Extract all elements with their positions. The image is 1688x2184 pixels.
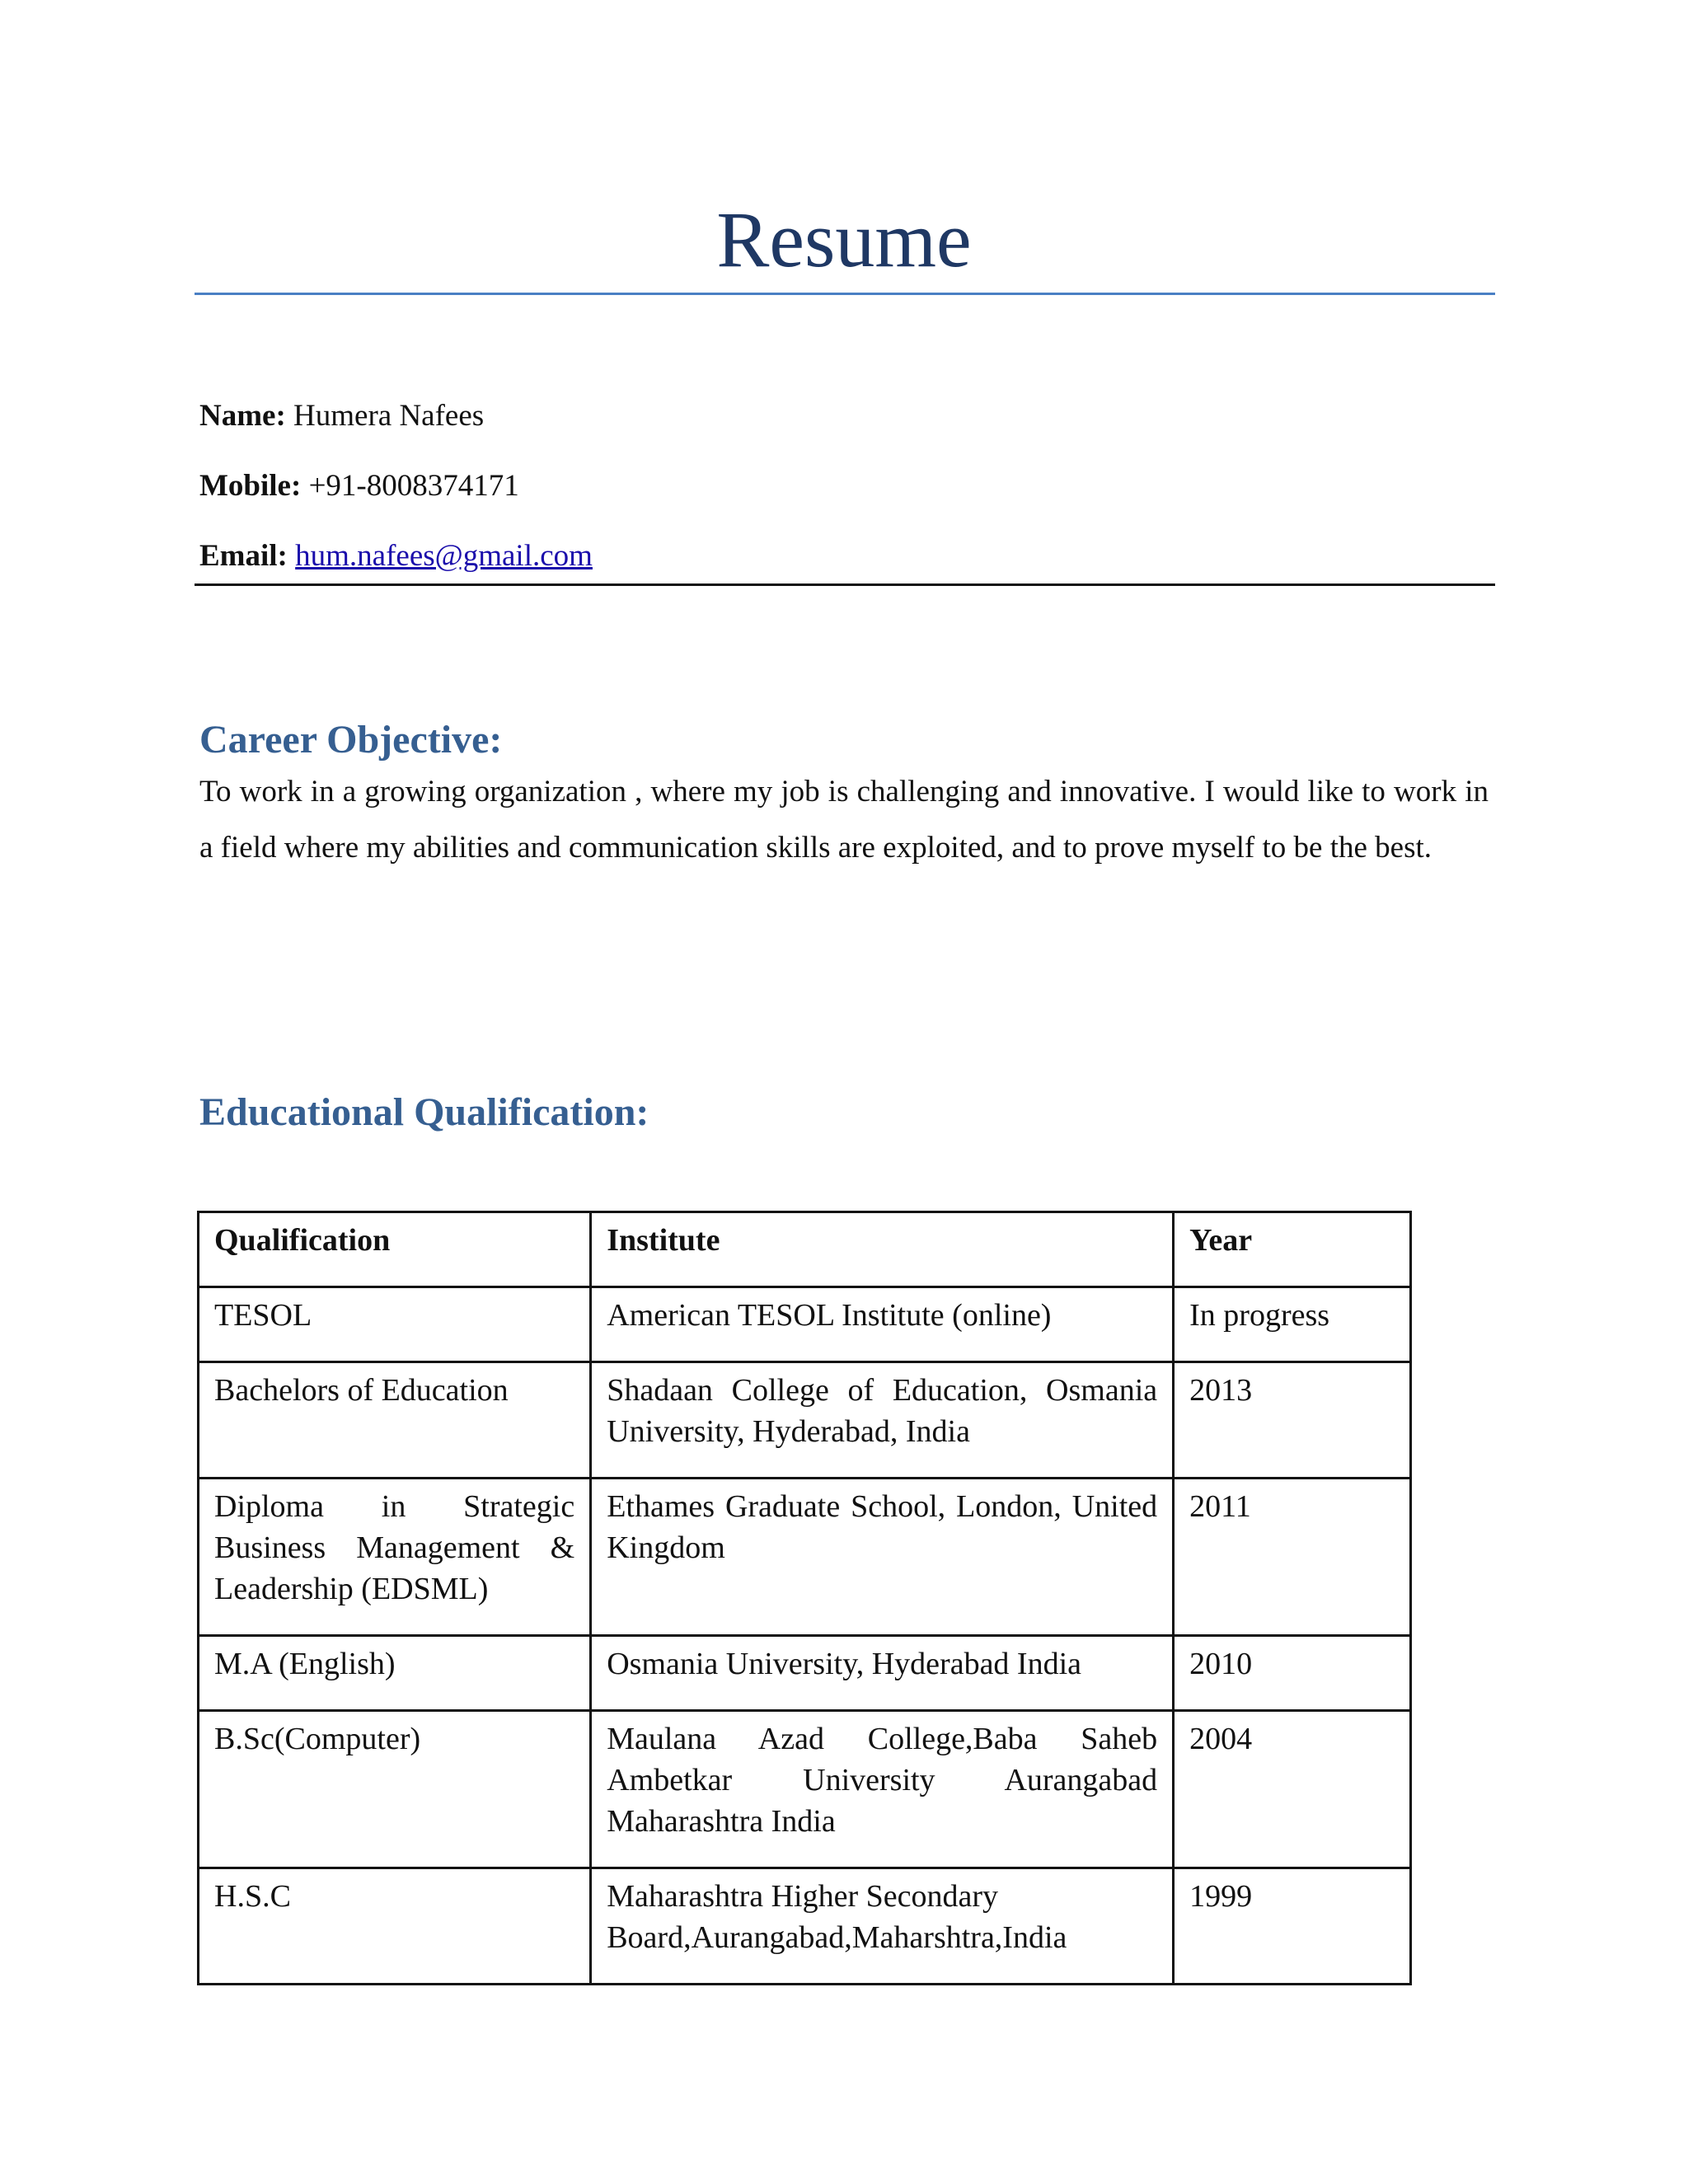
table-header-row bbox=[199, 1212, 1411, 1287]
page-title: Resume bbox=[716, 195, 972, 284]
institute-cell: Ethames Graduate School, London, United Kingdom bbox=[591, 1479, 1174, 1636]
qualification-cell: M.A (English) bbox=[199, 1636, 591, 1711]
column-header-year: Year bbox=[1174, 1212, 1411, 1287]
mobile-label: Mobile: bbox=[199, 469, 302, 503]
institute-cell: Maharashtra Higher Secondary Board,Aurangabad,Maharshtra,India bbox=[591, 1868, 1174, 1985]
column-header-institute: Institute bbox=[591, 1212, 1174, 1287]
year-cell: In progress bbox=[1174, 1287, 1411, 1362]
year-cell: 2013 bbox=[1174, 1362, 1411, 1479]
title-divider bbox=[195, 293, 1495, 295]
mobile-value: +91-8008374171 bbox=[308, 469, 519, 503]
name-label: Name: bbox=[199, 399, 286, 433]
table-row bbox=[199, 1362, 1411, 1479]
institute-cell: American TESOL Institute (online) bbox=[591, 1287, 1174, 1362]
institute-cell: Maulana Azad College,Baba Saheb Ambetkar University Aurangabad Maharashtra India bbox=[591, 1711, 1174, 1868]
column-header-qualification: Qualification bbox=[199, 1212, 591, 1287]
email-label: Email: bbox=[199, 539, 288, 573]
email-line bbox=[199, 538, 593, 574]
table-row bbox=[199, 1287, 1411, 1362]
institute-cell: Shadaan College of Education, Osmania University, Hyderabad, India bbox=[591, 1362, 1174, 1479]
table-row bbox=[199, 1636, 1411, 1711]
table-row bbox=[199, 1479, 1411, 1636]
table-row bbox=[199, 1711, 1411, 1868]
qualification-cell: TESOL bbox=[199, 1287, 591, 1362]
name-value: Humera Nafees bbox=[293, 399, 485, 433]
contact-divider bbox=[195, 583, 1495, 586]
education-table bbox=[197, 1211, 1412, 1985]
email-link[interactable]: hum.nafees@gmail.com bbox=[295, 539, 593, 573]
year-cell: 2004 bbox=[1174, 1711, 1411, 1868]
institute-cell: Osmania University, Hyderabad India bbox=[591, 1636, 1174, 1711]
year-cell: 2011 bbox=[1174, 1479, 1411, 1636]
education-heading: Educational Qualification: bbox=[199, 1090, 649, 1134]
year-cell: 2010 bbox=[1174, 1636, 1411, 1711]
table-row bbox=[199, 1868, 1411, 1985]
name-line bbox=[199, 398, 484, 434]
qualification-cell: H.S.C bbox=[199, 1868, 591, 1985]
qualification-cell: B.Sc(Computer) bbox=[199, 1711, 591, 1868]
career-objective-text: To work in a growing organization , where my job is challenging and innovative. I would like to work in a field where my abilities and communication skills are exploited, and to prove myself to be the best. bbox=[199, 775, 1489, 865]
qualification-cell: Diploma in Strategic Business Management & Leadership (EDSML) bbox=[199, 1479, 591, 1636]
mobile-line bbox=[199, 468, 519, 504]
qualification-cell: Bachelors of Education bbox=[199, 1362, 591, 1479]
year-cell: 1999 bbox=[1174, 1868, 1411, 1985]
career-objective-heading: Career Objective: bbox=[199, 718, 503, 762]
